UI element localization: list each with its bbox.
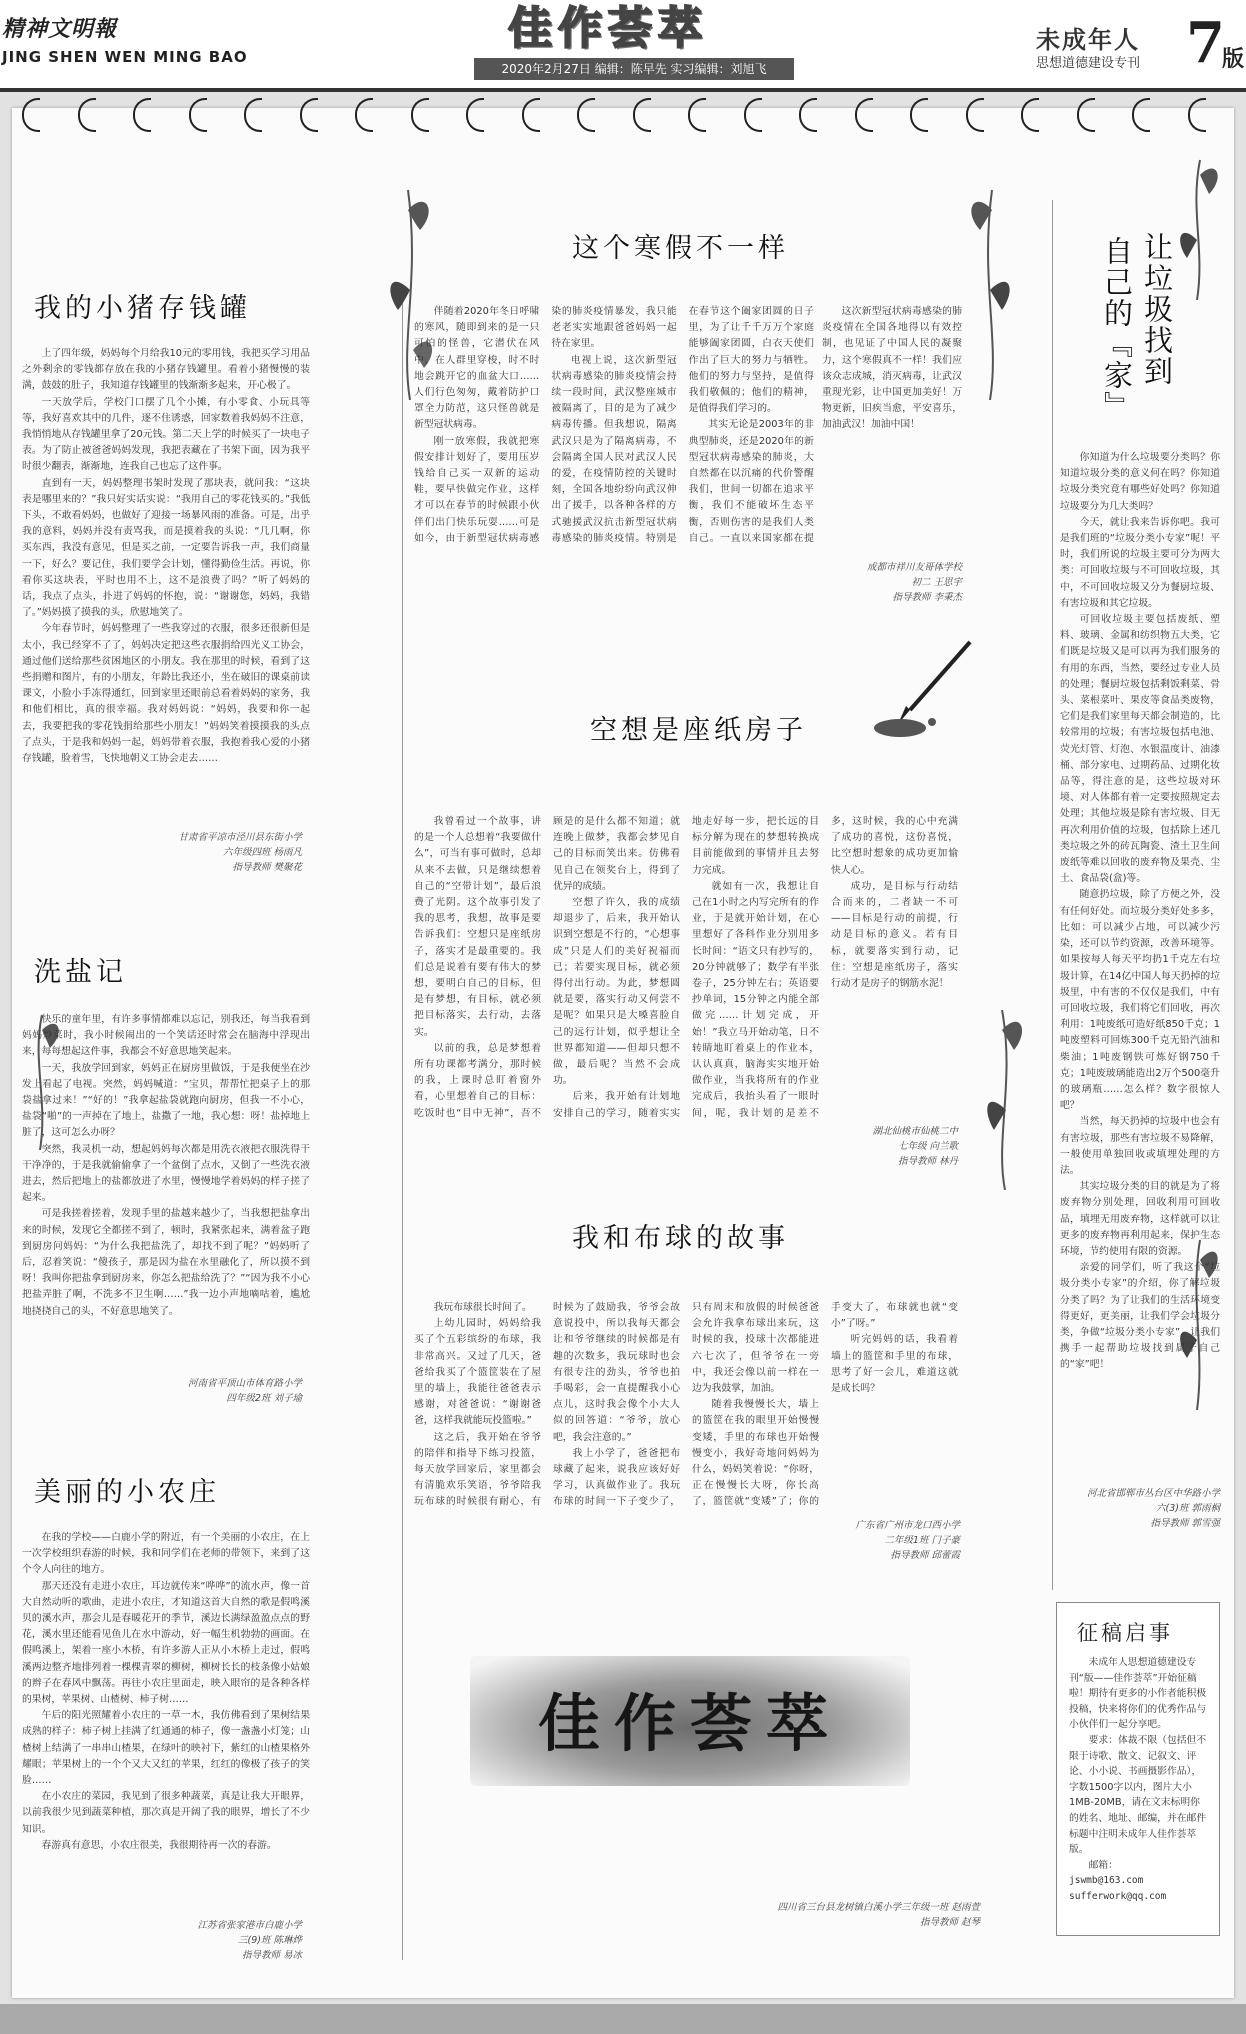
paragraph: 春游真有意思，小农庄很美，我很期待再一次的春游。 (41, 1839, 277, 1851)
paragraph: 在小农庄的菜园，我见到了很多种蔬菜，真是让我大开眼界，以前我很少见到蔬菜种植，那次真是开阔了我的眼界，增长了不少知识。 (22, 1791, 310, 1835)
article-body-winter (414, 304, 814, 554)
author-name: 六年级四班 杨雨凡 (222, 847, 302, 858)
author-name: 三(9)班 陈琳烨 (238, 1935, 302, 1946)
paragraph: 空想了许久，我的成绩却退步了，后来，我开始认识到空想是不行的，“心想事成”只是人们的美好祝福而已；若要实现目标，就必须得付出行动。为此，梦想圆就是要，落实行动又何尝不是呢？如果只是大嗓喜脸自己的远行计划，似乎想让全世界都知道——但却只想不做，最后呢？当然不会成功。 (553, 897, 680, 1087)
author-name: 七年级 向兰歌 (897, 1141, 958, 1152)
column-divider (1052, 200, 1053, 1590)
notice-title: 征稿启事 (1077, 1621, 1173, 1645)
paragraph: 亲爱的同学们，听了我这个“垃圾分类小专家”的介绍，你了解垃圾分类了吗？为了让我们的生活环境变得更好，更美丽，让我们学会垃圾分类，争做“垃圾分类小专家”，让我们携手一起帮助垃圾找到属于自己的“家”吧！ (1060, 1262, 1220, 1371)
paragraph: 就如有一次，我想让自己在1小时之内写完所有的作业，于是就开始计划，在心里想好了各科作业分别用多长时间：“语文只有抄写的，20分钟就够了；数学有半张卷子，25分钟左右；英语要抄单词，15分钟之内能全部做完……计划完成，开始！”我立马开始动笔，日不转睛地盯着桌上的作业本，认认真真，脑海实实地开始做作业，当我将所有的作业完成后，我抬头看了一眼时间，呢，我计划的是差不多，这时候，我的心中充满了成功的喜悦，这份喜悦，比空想时想象的成功更加愉快人心。 (692, 816, 958, 1119)
paragraph: 今天，就让我来告诉你吧。我可是我们班的“垃圾分类小专家”呢！平时，我们所说的垃圾主要可分为两大类：可回收垃圾与不可回收垃圾，其中，不可回收垃圾又分为餐厨垃圾、有害垃圾和其它垃圾。 (1060, 516, 1220, 609)
edition-number: 7 (1186, 10, 1225, 76)
author-school: 河北省邯郸市丛台区中华路小学 (1086, 1488, 1220, 1499)
paragraph: 上幼儿园时，妈妈给我买了个五彩缤纷的布球，我非常高兴。又过了几天，爸爸给我买了个篮筐装在了屋里的墙上，我能往爸爸表示感谢，对爸爸说：“谢谢爸爸，这样我就能玩投篮啦。” (414, 1318, 541, 1427)
author-name: 初二 王思宇 (911, 577, 962, 588)
paragraph: 听完妈妈的话，我看着墙上的篮筐和手里的布球，思考了好一会儿，难道这就是成长吗？ (831, 1334, 958, 1395)
column-divider (402, 290, 403, 1960)
byline-trash (1058, 1486, 1220, 1531)
teacher-name: 指导教师 郭雪强 (1150, 1518, 1220, 1529)
paragraph: 后来，我开始有计划地安排自己的学习，随着实实地走好每一步，把长远的目标分解为现在的梦想转换成目前能做到的事情并且去努力完成。 (553, 816, 819, 1119)
page-bottom-band (0, 2004, 1246, 2034)
call-for-submissions (1056, 1602, 1220, 1936)
article-title-trash-line2: 自己的『家』 (1100, 236, 1134, 422)
paragraph: 我曾看过一个故事，讲的是一个人总想着“我要做什么”，可当有事可做时，总却从来不去做，只是继续想着自己的“空带计划”，最后浪费了光阴。这个故事引发了我的思考，我想，故事是要告诉我们：空想只是座纸房子，落实才是最重要的。我们总是说着有要有伟大的梦想，要明白自己的目标，但是有梦想，有目标，就必须把目标落实，去行动，去落实。 (414, 816, 541, 1038)
paragraph: 我玩布球很长时间了。 (433, 1302, 532, 1313)
article-body-pig (22, 346, 310, 816)
paragraph: 可是我搓着搓着，发现手里的盐越来越少了，当我想把盐拿出来的时候，发现它全都搓不到了，顿时，我紧张起来，满着盆子跑到厨房问妈妈：“为什么我把盐洗了，却找不到了呢？”妈妈听了后，忍着笑说：“傻孩子，那是因为盐在水里融化了，所以摸不到呀！我叫你把盐拿到厨房来，你怎么把盐给洗了？”“因为我不小心把盐弄脏了啊，不洗多不卫生啊……”我一边小声地嘀咕着，尴尬地挠挠自己的头，不好意思地笑了。 (22, 1208, 310, 1317)
paragraph: 上了四年级，妈妈每个月给我10元的零用钱，我把买学习用品之外剩余的零钱都存放在我的小猪存钱罐里。看着小猪慢慢的装满，鼓鼓的肚子，我知道存钱罐里的钱渐渐多起来，开心极了。 (22, 348, 310, 392)
paragraph: 可回收垃圾主要包括废纸、塑料、玻璃、金属和纺织物五大类，它们既是垃圾又是可以再为我们服务的有用的东西，当然，要经过专业人员的处理；餐厨垃圾包括剩饭剩菜、骨头、菜根菜叶、果皮等食品类废物，它们是我们家里每天都会制造的，比较常用的垃圾；有害垃圾包括电池、荧光灯管、灯泡、水银温度计、油漆桶、部分家电、过期药品、过期化妆品等，得注意的是，这些垃圾对环境、对人体都有着一定要按照规定去处理；其他垃圾是除有害垃圾、目无再次利用价值的垃圾，包括除上述几类垃圾之外的砖瓦陶瓷、渣土卫生间废纸等难以回收的废弃物及果壳、尘土、食品袋(盒)等。 (1060, 614, 1220, 885)
calligraphy-text: 佳作荟萃 (537, 1687, 842, 1760)
article-title-dream: 空想是座纸房子 (590, 715, 807, 746)
teacher-name: 指导教师 樊聚花 (232, 862, 302, 873)
author-name: 四年级2班 刘子瑜 (226, 1393, 302, 1404)
paragraph: 要求：体裁不限（包括但不限于诗歌、散文、记叙文、评论、小小说、书画摄影作品），字数1500字以内，图片大小1MB-20MB，请在文末标明你的姓名、地址、邮编，并在邮件标题中注明未成年人佳作荟萃版。 (1069, 1734, 1207, 1856)
article-body-trash (1060, 450, 1220, 1480)
article-body-salt (22, 1012, 310, 1352)
masthead-rule (0, 88, 1246, 92)
paragraph: 我上小学了，爸爸把布球藏了起来，说我应该好好学习，认真做作业了。我玩布球的时间一下子变少了，只有周末和放假的时候爸爸会允许我拿布球出来玩，这时候的我，投球十次都能进六七次了，但爷爷在一旁中，我还会像以前一样在一边为我鼓掌，加油。 (553, 1302, 819, 1508)
byline-pig (22, 830, 302, 875)
paragraph: 快乐的童年里，有许多事情都难以忘记，别我还，每当我看到妈妈炒菜时，我小时候闹出的一个笑话还时常会在脑海中浮现出来，每每想起这件事，我都会不好意思地笑起来。 (22, 1014, 310, 1058)
paragraph: 其实垃圾分类的目的就是为了将废弃物分别处理，回收利用可回收品，填埋无用废弃物，这样就可以让更多的废弃物再利用起来，保护生态环境，节约使用有限的资源。 (1060, 1181, 1220, 1257)
paragraph: 在我的学校——白鹿小学的附近，有一个美丽的小农庄，在上一次学校组织春游的时候，我和同学们在老师的带领下，来到了这个令人向往的地方。 (22, 1532, 310, 1576)
author-school: 成都市祥川友哥体学校 (866, 562, 962, 573)
article-title-ball: 我和布球的故事 (572, 1223, 789, 1254)
pen-brush-icon (870, 640, 980, 740)
author-school: 湖北仙桃市仙桃二中 (872, 1126, 958, 1137)
paragraph: 随着我慢慢长大，墙上的篮筐在我的眼里开始慢慢变矮，手里的布球也开始慢慢变小，我好奇地问妈妈为什么，妈妈笑着说：“你呀，正在慢慢长大呀，你长高了，篮筐就“变矮”了；你的手变大了，布球就也就“变小”了呀。” (692, 1302, 958, 1508)
paragraph: 刚一放寒假，我就把寒假安排计划好了，要用压岁钱给自己买一双新的运动鞋，要早快做完作业，这样才可以在春节的时候跟小伙伴们出门快乐玩耍……可是如今，由于新型冠状病毒感染的肺炎疫情暴发，我只能老老实实地跟爸爸妈妈一起待在家里。 (414, 306, 677, 544)
article-body-dream (414, 814, 958, 1124)
author-name: 二年级1班 门子豪 (884, 1535, 960, 1546)
article-body-ball (414, 1300, 958, 1514)
paragraph: 午后的阳光照耀着小农庄的一草一木，我仿佛看到了果树结果成熟的样子：柿子树上挂满了红通通的柿子，像一盏盏小灯笼；山楂树上结满了一串串山楂果，在绿叶的映衬下，紫红的山楂果格外耀眼；苹果树上的一个个又大又红的苹果，红红的像极了孩子的笑脸…… (22, 1710, 310, 1787)
article-title-salt: 洗盐记 (34, 957, 127, 988)
article-title-trash-line1: 让垃圾找到 (1140, 232, 1174, 387)
artwork-caption (600, 1900, 980, 1930)
paragraph: 以前的我，总是梦想着所有功课都考满分，那时候的我，上课时总盯着窗外看，心里想着自己的目标：吃饭时也“目中无神”，吾不顾是的是什么都不知道；就连晚上做梦，我都会梦见自己的目标而笑出来。仿佛看见自己在领奖台上，得到了优异的成绩。 (414, 816, 680, 1119)
email-link[interactable]: sufferwork@qq.com (1069, 1890, 1167, 1902)
paragraph: 当然，每天扔掉的垃圾中也会有有害垃圾，那些有害垃圾不易降解，一般使用单独回收或填埋处理的方法。 (1060, 1116, 1220, 1176)
paragraph: 其实无论是2003年的非典型肺炎，还是2020年的新型冠状病毒感染的肺炎，大自然都在以沉痛的代价警醒我们，世间一切都在追求平衡，我们不能破坏生态平衡，否则伤害的是我们人类自己。一直以来国家都在提 (688, 419, 814, 544)
byline-dream (822, 1124, 958, 1169)
leaf-vine-icon (980, 1000, 1030, 1190)
edition-label: 版 (1222, 47, 1245, 72)
article-title-farm: 美丽的小农庄 (34, 1477, 220, 1508)
paragraph: 邮箱： (1088, 1859, 1118, 1871)
paragraph: 随意扔垃圾，除了方便之外，没有任何好处。而垃圾分类好处多多，比如：可以减少占地，可以减少污染，还可以节约资源，改善环境等。如果按每人每天平均扔1千克左右垃圾计算，在14亿中国人每天扔掉的垃圾里，中有害的不仅仅是我们，中有可回收垃圾，我们将它们回收，再次利用：1吨废纸可造好纸850千克；1吨废塑料可回炼300千克无铅汽油和柴油；1吨废钢铁可炼好钢750千克；1吨废玻璃能造出2万个500毫升的玻璃瓶……怎么样？数字很惊人吧？ (1060, 889, 1220, 1112)
dateline: 2020年2月27日 编辑：陈早先 实习编辑：刘旭飞 (474, 58, 794, 80)
byline-farm (22, 1918, 302, 1963)
article-body-farm (22, 1530, 310, 1910)
byline-ball (820, 1518, 960, 1563)
paper-pinyin: JING SHEN WEN MING BAO (2, 48, 248, 66)
notice-body (1069, 1655, 1209, 1905)
teacher-name: 指导教师 邱蕾霞 (890, 1550, 960, 1561)
author-school: 江苏省张家港市白鹿小学 (197, 1920, 302, 1931)
paragraph: 你知道为什么垃圾要分类吗？你知道垃圾分类的意义何在吗？你知道垃圾分类究竟有哪些好处吗？你知道垃圾要分为几大类吗？ (1060, 452, 1220, 512)
masthead (0, 0, 1246, 90)
paragraph: 伴随着2020年冬日呼啸的寒风，随即到来的是一只可怕的怪兽，它潜伏在风中，在人群里穿梭，时不时地会跳开它的血盆大口……人们行色匆匆，戴着防护口罩全力防范，这只怪兽就是新型冠状病毒。 (414, 306, 540, 431)
paragraph: 电视上说，这次新型冠状病毒感染的肺炎疫情会持续一段时间，武汉整座城市被隔离了，目的是为了减少病毒传播。但我想说，隔离武汉只是为了隔离病毒，不会隔离全国人民对武汉人民的爱，在疫情防控的关键时刻，全国各地纷纷向武汉伸出了援手，以各种各样的方式驰援武汉抗击新型冠状病毒感染的肺炎疫情。特别是在春节这个阖家团圆的日子里，为了让千千万万个家庭能够阖家团圆，白衣天使们作出了巨大的努力与牺牲。他们的努力与坚持，是值得我们敬佩的；他们的精神，是值得我们学习的。 (551, 306, 814, 544)
paragraph: 一天，我放学回到家，妈妈正在厨房里做饭，于是我便坐在沙发上看起了电视。突然，妈妈喊道：“宝贝，帮帮忙把桌子上的那袋盐拿过来！”“好的！”我拿起盐袋就跑向厨房，但我一不小心，盐袋“啪”的一声掉在了地上，盐撒了一地，我心想：呀！盐掉地上脏了，这可怎么办呀？ (22, 1062, 310, 1139)
paragraph: 这之后，我开始在爷爷的陪伴和指导下练习投篮，每天放学回家后，家里都会有清脆欢乐笑语，爷爷陪我玩布球的时候很有耐心，有时候为了鼓励我，爷爷会故意说投中，所以我每天都会让和爷爷继续的时候都是有趣的次数多，我玩球时也会有很专注的劲头，爷爷也拍手喝彩，会一直提醒我小心点儿，这时我会像个小大人似的回答道：“爷爷，放心吧，我会注意的。” (414, 1302, 680, 1508)
paragraph: 成功，是目标与行动结合而来的，二者缺一不可——目标是行动的前提，行动是目标的意义。若有目标，就要落实到行动，记住：空想是座纸房子，落实行动才是房子的钢筋水泥！ (831, 880, 958, 990)
section-title: 佳作荟萃 (508, 3, 708, 54)
author-school: 河南省平顶山市体育路小学 (187, 1378, 302, 1389)
paragraph: 这次新型冠状病毒感染的肺炎疫情在全国各地得以有效控制，也见证了中国人民的凝聚力，这个寒假真不一样！我们应该众志成城，消灭病毒，让武汉重现光彩，让中国更加美好！万物更新，旧疾当愈，平安喜乐，加油武汉！加油中国！ (822, 306, 962, 431)
paragraph: 那天还没有走进小农庄，耳边就传来“哗哗”的流水声，像一首大自然动听的歌曲，走进小农庄，才知道这首大自然的歌是假鸣溪贝的溪水声，那会儿是春暖花开的季节，溪边长满绿盈盈点点的野花，溪水里还能看见鱼儿在水中游动，好一幅生机勃勃的画面。在假鸣溪上，架着一座小木桥，有许多游人正从小木桥上走过，假鸣溪两边整齐地排列着一棵棵青翠的柳树，柳树长长的枝条像小姑娘的辫子在春风中飘荡。再往小农庄里面走，映入眼帘的是各种各样的果树，苹果树、山楂树、柿子树…… (22, 1580, 310, 1706)
calligraphy-artwork (470, 1656, 910, 1786)
author-school: 甘肃省平凉市泾川县东街小学 (178, 832, 302, 843)
byline-winter (822, 560, 962, 605)
supplement-title: 未成年人 (1036, 26, 1140, 54)
article-title-pig: 我的小猪存钱罐 (34, 293, 251, 324)
teacher-name: 指导教师 李秉杰 (892, 592, 962, 603)
leaf-vine-icon (1175, 150, 1220, 300)
teacher-name: 指导教师 林丹 (897, 1156, 958, 1167)
author-name: 六(3)班 郭雨桐 (1156, 1503, 1220, 1514)
paragraph: 直到有一天，妈妈整理书架时发现了那块表，就问我：“这块表是哪里来的？”我只好实话实说：“我用自己的零花钱买的。”我低下头，不敢看妈妈，也做好了迎接一场暴风雨的准备。可是，出乎我的意料，妈妈并没有责骂我，而是摸着我的头说：“几几啊，你买东西，我没有意见，但是买之前，一定要告诉我一声，我们商量一下，好么？要记住，我们要学会计划，懂得勤俭生活。再说，你看你买这块表，平时也用不上，这不是浪费了吗？”听了妈妈的话，我点了点头，扑进了妈妈的怀抱，说：“谢谢您，妈妈，我错了。”妈妈摸了摸我的头，欣慰地笑了。 (22, 477, 310, 619)
artwork-teacher: 指导教师 赵琴 (919, 1917, 980, 1928)
paper-name: 精神文明報 (2, 16, 118, 42)
leaf-vine-icon (960, 170, 1020, 400)
author-school: 广东省广州市龙口西小学 (855, 1520, 960, 1531)
supplement-subtitle: 思想道德建设专刊 (1036, 56, 1141, 71)
artwork-author: 四川省三台县龙树镇白溪小学三年级一班 赵雨萱 (777, 1902, 980, 1913)
byline-salt (22, 1376, 302, 1406)
paragraph: 今年春节时，妈妈整理了一些我穿过的衣服，很多还很新但是太小，我已经穿不了了，妈妈决定把这些衣服捐给四光义工协会，通过他们送给那些贫困地区的小朋友。我在那里的时候，看到了这些捐赠和图片，有的小朋友，年龄比我还小，坐在破旧的课桌前读课文，小脸小手冻得通红，回到家里还眼前总看着妈妈的家务，我和他们相比，真的很幸福。我对妈妈说：“妈妈，我要和你一起去，我要把我的零花钱捐给那些小朋友！”妈妈笑着摸摸我的头点了点头，于是我和妈妈一起，妈妈带着衣服，我抱着我心爱的小猪存钱罐，脸着雪，飞快地朝义工协会走去…… (22, 623, 310, 765)
teacher-name: 指导教师 易冰 (241, 1950, 302, 1961)
paragraph: 未成年人思想道德建设专刊“版——佳作荟萃”开始征稿啦！期待有更多的小作者能积极投稿，快来将你们的优秀作品与小伙伴们一起分享吧。 (1069, 1657, 1207, 1731)
paragraph: 突然，我灵机一动，想起妈妈每次都是用洗衣液把衣服洗得干干净净的，于是我就偷偷拿了一个盆倒了点水，又倒了一些洗衣液进去，然后把地上的盐都放进了水里，慢慢地学着妈妈的样子搓了起来。 (22, 1143, 310, 1204)
paragraph: 一天放学后，学校门口摆了几个小摊，有小零食、小玩具等等，我好喜欢其中的几件，逐不住诱惑，回家数着我妈妈不注意，我悄悄地从存钱罐里拿了20元钱。第二天上学的时候买了一块电子表。为了防止被爸爸妈妈发现，我把表藏在了书架下面，因为我平时很少翻表，渐渐地，连我自己也忘了这件事。 (22, 396, 310, 473)
article-title-winter: 这个寒假不一样 (572, 233, 789, 264)
article-body-winter-cont (822, 304, 962, 554)
email-link[interactable]: jswmb@163.com (1069, 1875, 1144, 1887)
